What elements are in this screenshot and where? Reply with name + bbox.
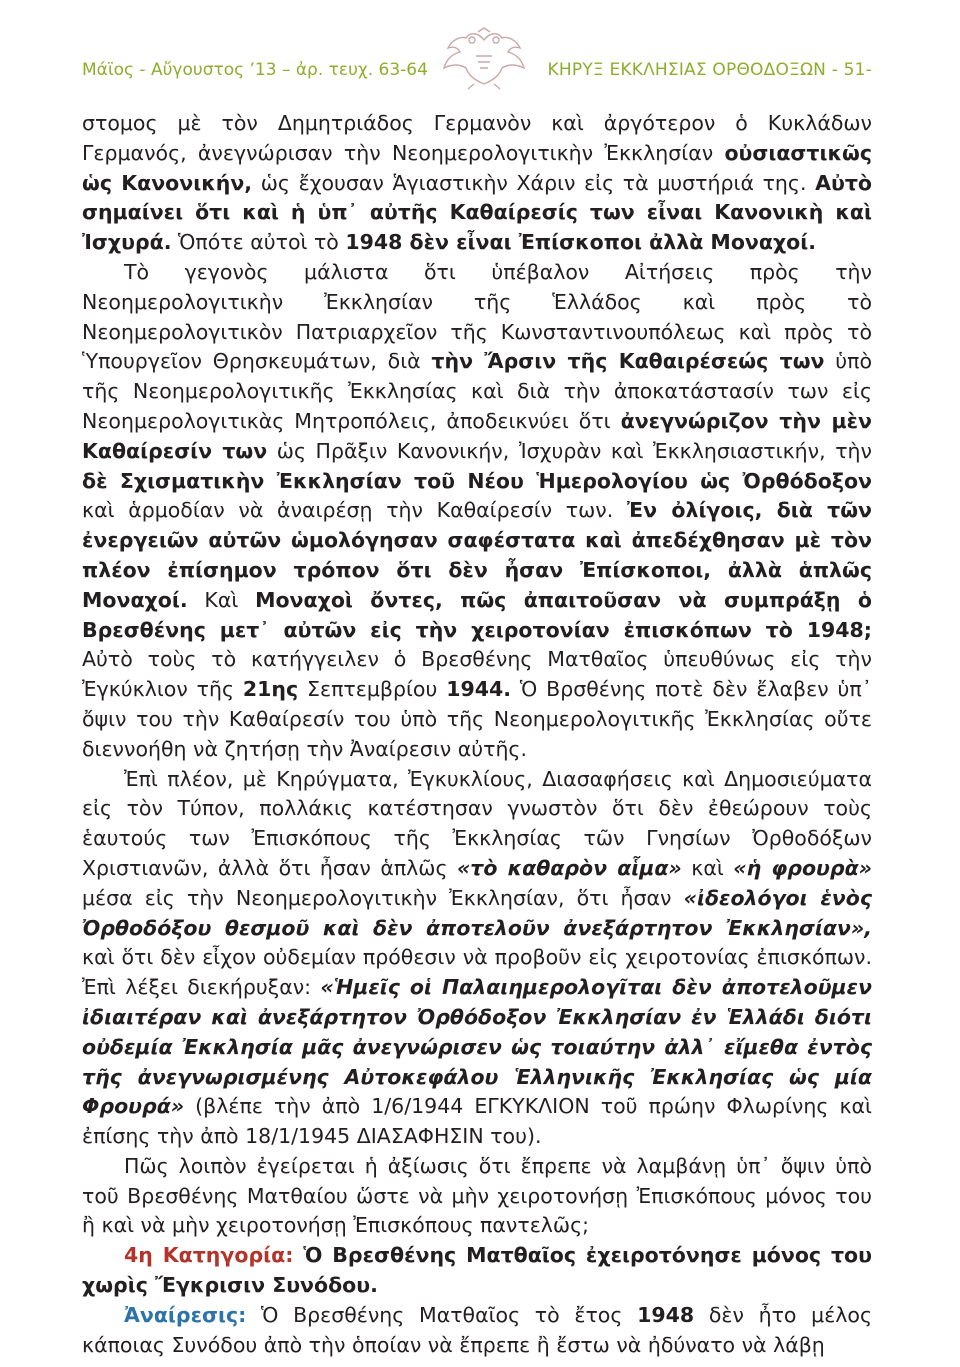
paragraph-1 bbox=[82, 109, 872, 258]
bold-italic-run: «Ἡμεῖς οἱ Παλαιημερολογῖται δὲν ἀποτελοῦμεν ἰδιαιτέραν καὶ ἀνεξάρτητον Ὀρθόδοξον Ἐκκλησίαν ἐν Ἑλλάδι διότι οὐδεμία Ἐκκλησία μᾶς ἀνεγνώρισεν ὡς τοιαύτην ἀλλ᾽ εἴμεθα ἐντὸς τῆς ἀνεγνωρισμένης Αὐτοκεφάλου Ἑλληνικῆς Ἐκκλησίας ὡς μία Φρουρά» bbox=[82, 975, 872, 1119]
text-run: μέσα εἰς τὴν Νεοημερολογιτικὴν Ἐκκλησίαν, ὅτι ἦσαν bbox=[82, 885, 684, 910]
text-run: Ὁ Βρσθένης ποτὲ δὲν ἔλαβεν ὑπ᾽ ὄψιν του τὴν Καθαίρεσίν του ὑπὸ τῆς Νεοημερολογιτικῆς Ἐκκλησίας οὔτε διεννοήθη νὰ ζητήσῃ τὴν Ἀναίρεσιν αὐτῆς. bbox=[82, 677, 872, 761]
bold-run: 1948 bbox=[637, 1302, 695, 1327]
bold-run: Ἐν ὀλίγοις, διὰ τῶν ἐνεργειῶν αὐτῶν ὡμολόγησαν σαφέστατα καὶ ἀπεδέχθησαν μὲ τὸν πλέον ἐπίσημον τρόπον ὅτι δὲν ἦσαν Ἐπίσκοποι, ἀλλὰ ἁπλῶς Μοναχοί. bbox=[82, 498, 872, 612]
paragraph-6 bbox=[82, 1301, 872, 1361]
text-run: καὶ ἁρμοδίαν νὰ ἀναιρέσῃ τὴν Καθαίρεσίν των. bbox=[82, 498, 627, 523]
text-run: ὡς ἔχουσαν Ἁγιαστικὴν Χάριν εἰς τὰ μυστήριά της. bbox=[252, 170, 816, 195]
bold-italic-run: «τὸ καθαρὸν αἷμα» bbox=[456, 855, 682, 880]
bold-run: οὐσιαστικῶς ὡς Κανονικήν, bbox=[82, 140, 872, 195]
bold-run: 21ης bbox=[242, 677, 299, 702]
paragraph-5 bbox=[82, 1241, 872, 1301]
text-run: δὲν ἦτο μέλος κάποιας Συνόδου ἀπὸ τὴν ὁποίαν νὰ ἔπρεπε ἢ ἔστω νὰ ἠδύνατο νὰ λάβῃ bbox=[82, 1302, 872, 1357]
text-run: Τὸ γεγονὸς μάλιστα ὅτι ὑπέβαλον Αἰτήσεις πρὸς τὴν Νεοημερολογιτικὴν Ἐκκλησίαν τῆς Ἑλλάδος καὶ πρὸς τὸ Νεοημερολογιτικὸν Πατριαρχεῖον τῆς Κωνσταντινουπόλεως καὶ πρὸς τὸ Ὑπουργεῖον Θρησκευμάτων, διὰ bbox=[82, 259, 872, 374]
text-run: (βλέπε τὴν ἀπὸ 1/6/1944 ΕΓΚΥΚΛΙΟΝ τοῦ πρώην Φλωρίνης καὶ ἐπίσης τὴν ἀπὸ 18/1/1945 ΔΙΑΣΑΦΗΣΙΝ του). bbox=[82, 1094, 872, 1149]
text-run: Σεπτεμβρίου bbox=[298, 677, 447, 702]
text-run: ὡς Πρᾶξιν Κανονικήν, Ἰσχυρὰν καὶ Ἐκκλησιαστικήν, τὴν bbox=[267, 438, 872, 463]
text-run: ὑπὸ τῆς Νεοημερολογιτικῆς Ἐκκλησίας καὶ διὰ τὴν ἀποκατάστασίν των εἰς Νεοημερολογιτικὰς Μητροπόλεις, ἀποδεικνύει ὅτι bbox=[82, 349, 873, 433]
paragraph-2 bbox=[82, 258, 872, 765]
bold-run: Μοναχοὶ ὄντες, πῶς ἀπαιτοῦσαν νὰ συμπράξῃ ὁ Βρεσθένης μετ᾽ αὐτῶν εἰς τὴν χειροτονίαν ἐπισκόπων τὸ 1948; bbox=[82, 587, 872, 642]
text-run: καὶ ὅτι δὲν εἶχον οὐδεμίαν πρόθεσιν νὰ προβοῦν εἰς χειροτονίας ἐπισκόπων. Ἐπὶ λέξει διεκήρυξαν: bbox=[82, 945, 872, 1000]
text-run: καὶ bbox=[681, 855, 734, 880]
bold-italic-run: «ἰδεολόγοι ἑνὸς Ὀρθοδόξου θεσμοῦ καὶ δὲν ἀποτελοῦν ἀνεξάρτητον Ἐκκλησίαν», bbox=[82, 885, 872, 940]
paragraph-3 bbox=[82, 765, 872, 1152]
text-run: Ἐπὶ πλέον, μὲ Κηρύγματα, Ἐγκυκλίους, Διασαφήσεις καὶ Δημοσιεύματα εἰς τὸν Τύπον, πολλάκις κατέστησαν γνωστὸν ὅτι δὲν ἐθεώρουν τοὺς ἑαυτούς των Ἐπισκόπους τῆς Ἐκκλησίας τῶν Γνησίων Ὀρθοδόξων Χριστιανῶν, ἀλλὰ ὅτι ἦσαν ἁπλῶς bbox=[82, 766, 872, 880]
text-run: Ὁπότε αὐτοὶ τὸ bbox=[171, 230, 346, 255]
anairesis-label: Ἀναίρεσις: bbox=[124, 1302, 247, 1327]
bold-run: Αὐτὸ σημαίνει ὅτι καὶ ἡ ὑπ᾽ αὐτῆς Καθαίρεσίς των εἶναι Κανονικὴ καὶ Ἰσχυρά. bbox=[82, 170, 872, 255]
page-number: - 51- bbox=[831, 60, 872, 80]
bold-run: δὲ Σχισματικὴν Ἐκκλησίαν τοῦ Νέου Ἡμερολογίου ὡς Ὀρθόδοξον bbox=[82, 468, 872, 493]
journal-title: ΚΗΡΥΞ ΕΚΚΛΗΣΙΑΣ ΟΡΘΟΔΟΞΩΝ bbox=[547, 60, 827, 80]
text-run: στομος μὲ τὸν Δημητριάδος Γερμανὸν καὶ ἀργότερον ὁ Κυκλάδων Γερμανός, ἀνεγνώρισαν τὴν Νεοημερολογιτικὴν Ἐκκλησίαν bbox=[82, 111, 872, 165]
journal-title-and-page bbox=[548, 60, 872, 80]
text-run: Ὁ Βρεσθένης Ματθαῖος τὸ ἔτος bbox=[246, 1302, 638, 1327]
bold-run: 1948 δὲν εἶναι Ἐπίσκοποι ἀλλὰ Μοναχοί. bbox=[345, 230, 817, 255]
bold-run: 1944. bbox=[446, 677, 512, 702]
category-label: 4η Κατηγορία: bbox=[124, 1243, 294, 1268]
text-run: Καὶ bbox=[187, 587, 256, 612]
text-run: Αὐτὸ τοὺς τὸ κατήγγειλεν ὁ Βρεσθένης Ματθαῖος ὑπευθύνως εἰς τὴν Ἐγκύκλιον τῆς bbox=[82, 647, 872, 702]
bold-italic-run: «ἡ φρουρὰ» bbox=[733, 855, 872, 880]
category-text: Ὁ Βρεσθένης Ματθαῖος ἐχειροτόνησε μόνος του χωρὶς Ἔγκρισιν Συνόδου. bbox=[82, 1243, 872, 1298]
bold-run: ἀνεγνώριζον τὴν μὲν Καθαίρεσίν των bbox=[82, 408, 872, 463]
bold-run: τὴν Ἄρσιν τῆς Καθαιρέσεώς των bbox=[431, 349, 825, 374]
double-headed-eagle-emblem-icon bbox=[434, 26, 534, 90]
article-body bbox=[82, 109, 872, 1360]
issue-info: Μάϊος - Αὔγουστος ’13 – ἀρ. τευχ. 63-64 bbox=[82, 60, 428, 80]
paragraph-4: Πῶς λοιπὸν ἐγείρεται ἡ ἀξίωσις ὅτι ἔπρεπε νὰ λαμβάνῃ ὑπ᾽ ὄψιν ὑπὸ τοῦ Βρεσθένης Ματθαίου ὥστε νὰ μὴν χειροτονήσῃ Ἐπισκόπους μόνος του ἢ καὶ νὰ μὴν χειροτονήσῃ Ἐπισκόπους παντελῶς; bbox=[82, 1153, 872, 1238]
